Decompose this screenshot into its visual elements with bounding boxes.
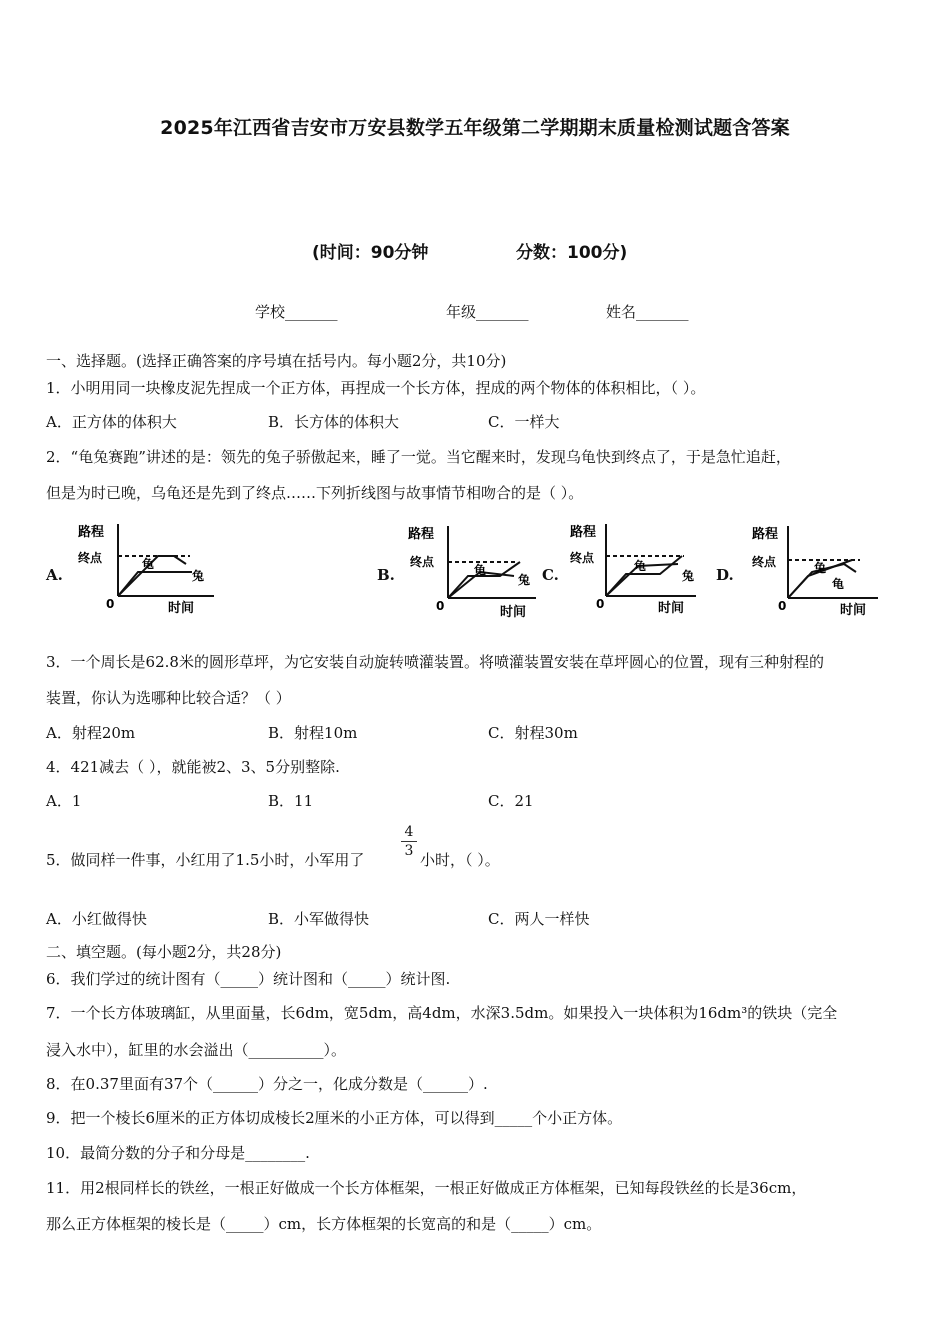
graph-d-y-label: 路程 <box>752 527 779 542</box>
q2-graph-c <box>566 518 706 618</box>
graph-d-origin: 0 <box>778 599 787 613</box>
graph-a-finish-label: 终点 <box>78 551 103 565</box>
question-2-line1: 2．“龟兔赛跑”讲述的是：领先的兔子骄傲起来，睡了一觉。当它醒来时，发现乌龟快到终点了，于是急忙追赶， <box>46 448 791 466</box>
graph-c-x-label: 时间 <box>658 601 685 616</box>
q3-option-c[interactable]: C．射程30m <box>488 724 578 742</box>
graph-b-y-label: 路程 <box>408 527 435 542</box>
question-1: 1．小明用同一块橡皮泥先捏成一个正方体，再捏成一个长方体，捏成的两个物体的体积相比，（ ）。 <box>46 379 706 397</box>
page-title: 2025年江西省吉安市万安县数学五年级第二学期期末质量检测试题含答案 <box>160 117 790 139</box>
question-7-line1: 7．一个长方体玻璃缸，从里面量，长6dm，宽5dm，高4dm，水深3.5dm。如果投入一块体积为16dm³的铁块（完全 <box>46 1004 838 1022</box>
graph-a-origin: 0 <box>106 597 115 611</box>
q5-option-c[interactable]: C．两人一样快 <box>488 910 590 928</box>
q5-fraction <box>401 824 417 859</box>
question-9: 9．把一个棱长6厘米的正方体切成棱长2厘米的小正方体，可以得到_____个小正方体。 <box>46 1109 623 1127</box>
graph-b-origin: 0 <box>436 599 445 613</box>
q4-option-a[interactable]: A．1 <box>46 792 82 810</box>
q5-option-a[interactable]: A．小红做得快 <box>46 910 147 928</box>
graph-c-origin: 0 <box>596 597 605 611</box>
graph-b-turtle: 龟 <box>474 563 487 577</box>
graph-d-rabbit: 兔 <box>814 561 827 575</box>
grade-field: 年级_______ <box>446 303 529 321</box>
question-5-text-end: 小时，（ ）。 <box>420 851 500 869</box>
graph-a-y-label: 路程 <box>78 525 105 540</box>
graph-c-y-label: 路程 <box>570 525 597 540</box>
name-field: 姓名_______ <box>606 303 689 321</box>
section2-heading: 二、填空题。(每小题2分，共28分) <box>46 943 282 961</box>
q2-option-a[interactable]: A. <box>46 566 63 584</box>
q2-graph-b <box>404 520 544 620</box>
graph-b-finish-label: 终点 <box>410 555 435 569</box>
question-2-line2: 但是为时已晚，乌龟还是先到了终点……下列折线图与故事情节相吻合的是（ ）。 <box>46 484 584 502</box>
q1-option-c[interactable]: C．一样大 <box>488 413 560 431</box>
q1-option-b[interactable]: B．长方体的体积大 <box>268 413 400 431</box>
school-field: 学校_______ <box>255 303 338 321</box>
graph-a-turtle: 龟 <box>142 557 155 571</box>
graph-d-x-label: 时间 <box>840 603 867 618</box>
q2-graph-a <box>74 518 224 618</box>
q5-fraction-numerator: 4 <box>404 824 414 840</box>
graph-c-rabbit: 兔 <box>682 569 695 583</box>
question-3-line1: 3．一个周长是62.8米的圆形草坪，为它安装自动旋转喷灌装置。将喷灌装置安装在草坪圆心的位置，现有三种射程的 <box>46 653 824 671</box>
section1-heading: 一、选择题。(选择正确答案的序号填在括号内。每小题2分，共10分) <box>46 352 507 370</box>
q4-option-c[interactable]: C．21 <box>488 792 534 810</box>
graph-b-x-label: 时间 <box>500 605 527 620</box>
graph-a-x-label: 时间 <box>168 601 195 616</box>
question-10: 10．最简分数的分子和分母是________. <box>46 1144 310 1162</box>
question-3-line2: 装置，你认为选哪种比较合适？（ ） <box>46 689 291 707</box>
graph-d-turtle: 龟 <box>832 577 845 591</box>
question-11-line1: 11．用2根同样长的铁丝，一根正好做成一个长方体框架，一根正好做成正方体框架，已知每段铁丝的长是36cm， <box>46 1179 807 1197</box>
q2-graph-d <box>748 520 888 620</box>
question-5-text: 5．做同样一件事，小红用了1.5小时，小军用了 <box>46 851 365 869</box>
q3-option-b[interactable]: B．射程10m <box>268 724 358 742</box>
q3-option-a[interactable]: A．射程20m <box>46 724 136 742</box>
graph-a-rabbit: 兔 <box>192 569 205 583</box>
graph-b-rabbit: 兔 <box>518 573 531 587</box>
question-6: 6．我们学过的统计图有（_____）统计图和（_____）统计图. <box>46 970 451 988</box>
question-7-line2: 浸入水中），缸里的水会溢出（__________）。 <box>46 1041 347 1059</box>
fraction-bar <box>401 841 417 842</box>
graph-c-finish-label: 终点 <box>570 551 595 565</box>
exam-time: (时间：90分钟 <box>312 243 429 263</box>
q1-option-a[interactable]: A．正方体的体积大 <box>46 413 177 431</box>
q4-option-b[interactable]: B．11 <box>268 792 314 810</box>
graph-c-turtle: 龟 <box>634 559 647 573</box>
q2-option-d[interactable]: D. <box>716 566 734 584</box>
q2-option-c[interactable]: C. <box>542 566 559 584</box>
q5-fraction-denominator: 3 <box>404 843 414 859</box>
question-11-line2: 那么正方体框架的棱长是（_____）cm，长方体框架的长宽高的和是（_____）cm。 <box>46 1215 602 1233</box>
q5-option-b[interactable]: B．小军做得快 <box>268 910 370 928</box>
graph-d-finish-label: 终点 <box>752 555 777 569</box>
question-4: 4．421减去（ ），就能被2、3、5分别整除. <box>46 758 340 776</box>
q2-option-b[interactable]: B. <box>377 566 395 584</box>
question-8: 8．在0.37里面有37个（______）分之一，化成分数是（______）. <box>46 1075 488 1093</box>
exam-score: 分数：100分) <box>516 243 628 263</box>
